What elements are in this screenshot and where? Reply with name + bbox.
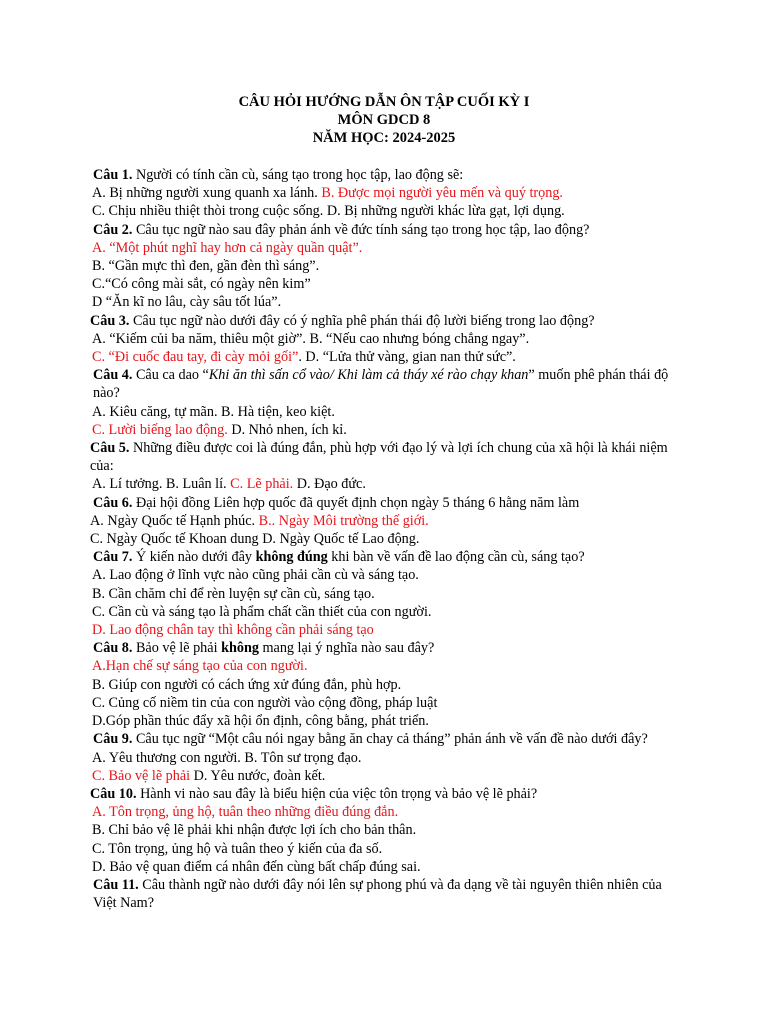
question-6 [92,494,684,512]
question-text: Câu ca dao “ [132,367,209,384]
options-line [92,475,684,493]
question-text: Người có tính cần cù, sáng tạo trong học tập, lao động sẽ: [132,167,464,183]
option: A. Lao động ở lĩnh vực nào cũng phải cần cù và sáng tạo. [92,567,419,584]
question-text: ” muốn phê phán thái độ nào? [93,367,669,402]
question-text: Câu thành ngữ nào dưới đây nói lên sự phong phú và đa dạng về tài nguyên thiên nhiên của Việt Nam? [93,876,662,912]
question-10 [90,785,684,803]
question-text: Hành vi nào sau đây là biểu hiện của việc tôn trọng và bảo vệ lẽ phải? [136,785,538,802]
document-title: CÂU HỎI HƯỚNG DẪN ÔN TẬP CUỐI KỲ I [238,94,530,110]
question-label: Câu 7. [93,549,133,566]
question-text: Những điều được coi là đúng đắn, phù hợp với đạo lý và lợi ích chung của xã hội là khái niệm của: [90,440,668,475]
option: D. Nhỏ nhen, ích kỉ. [227,421,347,438]
options-line [92,184,684,202]
option: D. Bảo vệ quan điểm cá nhân đến cùng bất chấp đúng sai. [92,858,421,875]
question-text: Ý kiến nào dưới đây [132,549,256,566]
correct-option: C. Lười biếng lao động. [92,421,228,438]
question-11 [92,876,684,912]
option: B. Chỉ bảo vệ lẽ phải khi nhận được lợi ích cho bản thân. [92,822,417,839]
question-label: Câu 4. [93,367,133,384]
option: B. “Gần mực thì đen, gần đèn thì sáng”. [92,258,320,275]
question-list [92,166,684,912]
correct-option: B. Được mọi người yêu mến và quý trọng. [321,185,563,202]
option: . D. “Lửa thử vàng, gian nan thử sức”. [298,349,516,366]
correct-option: B.. Ngày Môi trường thế giới. [258,512,429,529]
question-9 [92,730,684,748]
options-line [90,512,684,530]
question-text: Bảo vệ lẽ phải [132,640,222,657]
question-3 [90,312,684,330]
option: A. Bị những người xung quanh xa lánh. [92,185,322,202]
question-5 [90,439,684,475]
correct-option: A. Tôn trọng, ủng hộ, tuân theo những điều đúng đắn. [92,804,399,821]
option: B. Cần chăm chỉ để rèn luyện sự cần cù, sáng tạo. [92,585,375,602]
question-7 [92,548,684,566]
question-8 [92,639,684,657]
question-label: Câu 10. [90,785,137,802]
question-text: khi bàn về vấn đề lao động cần cù, sáng tạo? [327,549,585,566]
question-label: Câu 8. [93,640,133,657]
question-label: Câu 1. [93,167,133,183]
correct-option: A.Hạn chế sự sáng tạo của con người. [92,658,308,675]
emphasis: không [221,640,259,657]
question-label: Câu 3. [90,312,130,329]
question-text: Câu tục ngữ nào dưới đây có ý nghĩa phê phán thái độ lười biếng trong lao động? [129,312,595,329]
correct-option: C. “Đi cuốc đau tay, đi cày mỏi gối” [92,349,299,366]
option: C. Củng cố niềm tin của con người vào cộng đồng, pháp luật [92,694,438,711]
options-line [92,421,684,439]
emphasis: không đúng [255,549,328,566]
question-text: Câu tục ngữ “Một câu nói ngay bằng ăn chay cả tháng” phản ánh về vấn đề nào dưới đây? [132,731,648,748]
correct-option: A. “Một phút nghĩ hay hơn cả ngày quần quật”. [92,239,363,256]
options-line: A. “Kiếm củi ba năm, thiêu một giờ”. B. “Nếu cao nhưng bóng chẳng ngay”. [92,330,530,347]
options-line: C. Chịu nhiều thiệt thòi trong cuộc sống. D. Bị những người khác lừa gạt, lợi dụng. [92,203,565,220]
options-line [92,348,684,366]
question-2 [92,221,684,239]
question-text: mang lại ý nghĩa nào sau đây? [258,640,435,657]
school-year: NĂM HỌC: 2024-2025 [312,130,456,146]
question-1 [92,166,684,184]
options-line: A. Yêu thương con người. B. Tôn sư trọng đạo. [92,749,362,766]
question-4 [92,366,684,402]
option: A. Ngày Quốc tế Hạnh phúc. [90,512,259,529]
option: D. Yêu nước, đoàn kết. [190,767,326,784]
question-label: Câu 5. [90,440,130,457]
quoted-verse: Khi ăn thì sấn cổ vào/ Khi làm cả tháy xé rào chạy khan [208,367,529,384]
options-line [92,767,684,785]
option: C.“Có công mài sắt, có ngày nên kim” [92,276,311,293]
option: D. Đạo đức. [293,476,366,493]
option: A. Lí tưởng. B. Luân lí. [92,476,231,493]
question-label: Câu 6. [93,494,133,511]
options-line: C. Ngày Quốc tế Khoan dung D. Ngày Quốc tế Lao động. [90,531,420,548]
option: B. Giúp con người có cách ứng xử đúng đắn, phù hợp. [92,676,402,693]
subject-title: MÔN GDCD 8 [337,112,431,128]
question-text: Đại hội đồng Liên hợp quốc đã quyết định chọn ngày 5 tháng 6 hằng năm làm [132,494,580,511]
question-label: Câu 2. [93,221,133,238]
option: D.Góp phần thúc đẩy xã hội ổn định, công bằng, phát triển. [92,713,429,730]
option: C. Cần cù và sáng tạo là phẩm chất cần thiết của con người. [92,603,432,620]
option: D “Ăn kĩ no lâu, cày sâu tốt lúa”. [92,294,282,311]
question-label: Câu 11. [93,876,139,893]
question-text: Câu tục ngữ nào sau đây phản ánh về đức tính sáng tạo trong học tập, lao động? [132,221,590,238]
correct-option: C. Lẽ phải. [230,476,294,493]
correct-option: D. Lao động chân tay thì không cần phải sáng tạo [92,622,374,639]
question-label: Câu 9. [93,731,133,748]
correct-option: C. Bảo vệ lẽ phải [92,767,191,784]
option: C. Tôn trọng, ủng hộ và tuân theo ý kiến của đa số. [92,840,383,857]
options-line: A. Kiêu căng, tự mãn. B. Hà tiện, keo kiệt. [92,403,335,420]
